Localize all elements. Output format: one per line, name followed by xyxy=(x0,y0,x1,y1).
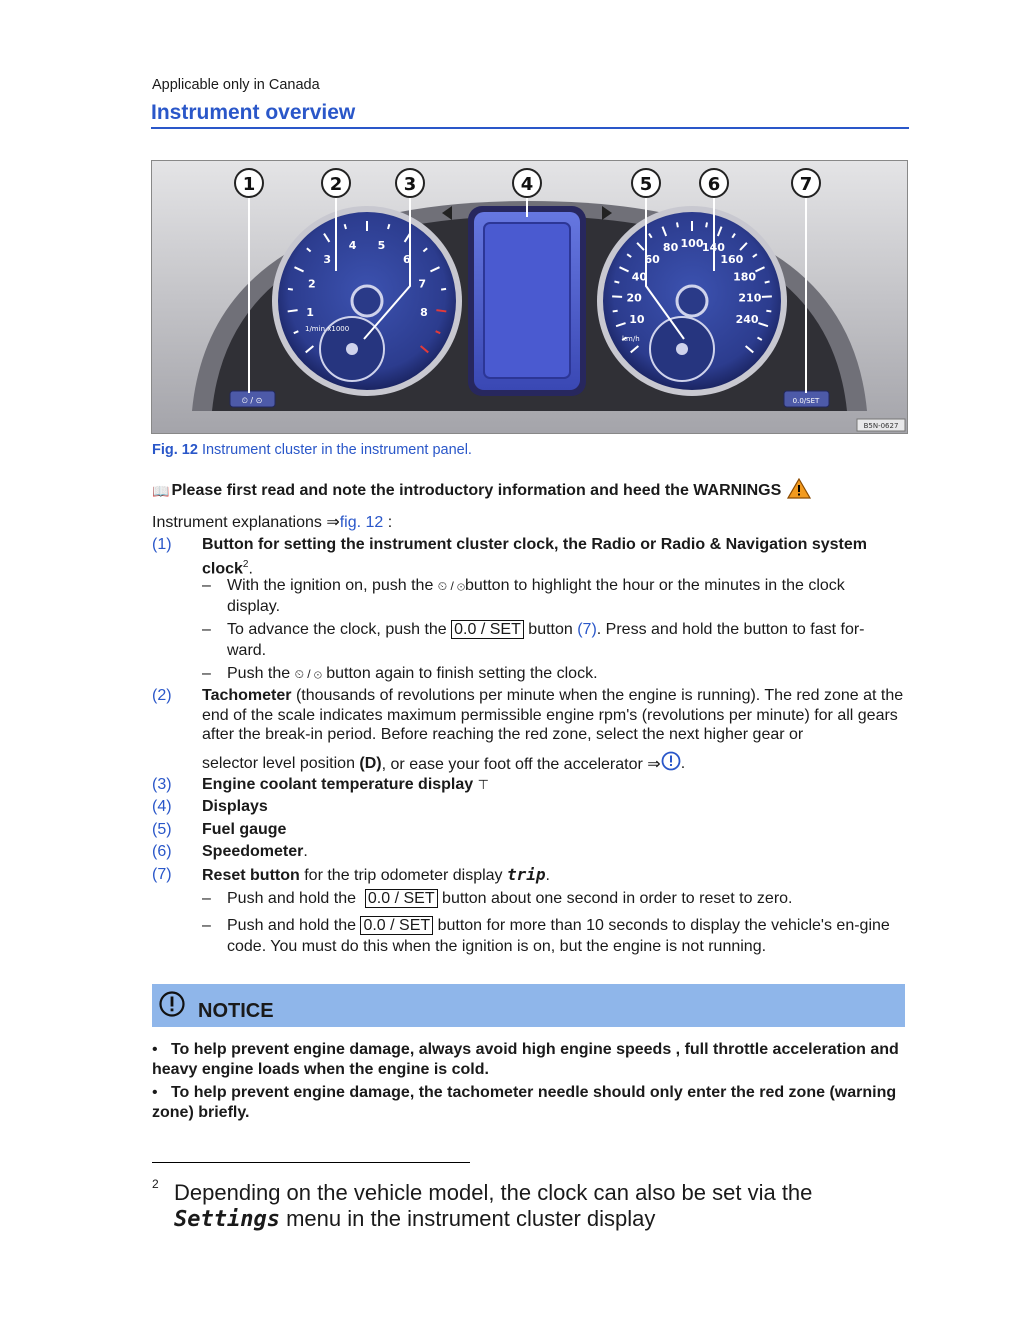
dial-tick xyxy=(441,289,446,290)
dial-label: 80 xyxy=(662,241,679,255)
dial-label: 5 xyxy=(377,238,386,252)
notice-bullet-2: • To help prevent engine damage, the tachometer needle should only enter the red zone (warning zone) briefly. xyxy=(152,1084,897,1121)
callout-number: 4 xyxy=(520,174,534,195)
intro-line: Instrument explanations ⇒fig. 12 : xyxy=(152,514,393,531)
dial-label: 7 xyxy=(418,277,427,291)
dial-tick xyxy=(677,222,678,227)
dial-tick xyxy=(613,311,618,312)
dial-label: 8 xyxy=(420,306,428,320)
title-underline xyxy=(151,127,909,129)
dial-label: 10 xyxy=(629,313,645,327)
page-title: Instrument overview xyxy=(151,101,356,124)
instrument-cluster-figure xyxy=(151,160,908,434)
dial-tick xyxy=(436,310,446,311)
dial-label: 6 xyxy=(402,252,411,266)
clock-button-icon: ⏲ / ⊙ xyxy=(294,667,322,681)
dial-tick xyxy=(388,224,389,229)
read-first-note: 📖 Please first read and note the introductory information and heed the WARNINGS xyxy=(152,478,811,504)
callout-number: 3 xyxy=(403,174,417,195)
reset-button-label: 0.0/SET xyxy=(792,397,820,405)
callout-number: 2 xyxy=(329,174,343,195)
dial-tick xyxy=(762,296,772,297)
callout-number: 5 xyxy=(639,174,653,195)
dial-tick xyxy=(288,289,293,290)
dial-label: 40 xyxy=(631,270,648,284)
dial-label: 60 xyxy=(644,252,660,266)
figure-caption: Fig. 12 Instrument cluster in the instrument panel. xyxy=(152,442,472,458)
dial-tick xyxy=(345,224,346,229)
dial-tick xyxy=(766,311,771,312)
dial-label: 140 xyxy=(701,241,725,255)
dial-label: 160 xyxy=(720,252,744,266)
set-button-ref: 0.0 / SET xyxy=(451,620,524,639)
footnote-separator xyxy=(152,1162,470,1163)
dial-label: 1 xyxy=(306,306,314,320)
dial-label: 240 xyxy=(735,313,759,327)
dial-label: 210 xyxy=(738,291,762,305)
item-2-continuation: selector level position (D) , or ease your foot off the accelerator ⇒ . xyxy=(202,751,685,776)
figure-code: B5N-0627 xyxy=(863,422,899,430)
warning-triangle-icon xyxy=(787,478,811,504)
dial-tick xyxy=(706,222,707,227)
dial-tick xyxy=(614,281,619,282)
set-button-ref: 0.0 / SET xyxy=(365,889,438,908)
notice-circle-icon xyxy=(661,751,681,776)
notice-icon xyxy=(158,990,186,1023)
instrument-cluster-illustration xyxy=(152,161,907,433)
dial-label: 4 xyxy=(348,238,357,252)
dial-label: 20 xyxy=(626,291,642,305)
tach-unit: 1/min x1000 xyxy=(305,325,350,333)
speed-unit: km/h xyxy=(622,335,640,343)
dial-tick xyxy=(765,281,770,282)
fig-link[interactable]: fig. 12 xyxy=(339,514,384,531)
callout-number: 7 xyxy=(799,174,813,195)
footnote-mark: 2 xyxy=(152,1177,159,1191)
dial-label: 100 xyxy=(680,237,704,250)
item-7-link[interactable]: (7) xyxy=(577,621,597,638)
dial-label: 2 xyxy=(307,277,316,291)
applicability-note: Applicable only in Canada xyxy=(152,77,320,93)
footnote-text: Depending on the vehicle model, the clock can also be set via the Settings menu in the instrument cluster display xyxy=(174,1180,813,1232)
dial-tick xyxy=(288,310,298,311)
coolant-temp-icon: ⊤ xyxy=(477,777,489,792)
notice-title: NOTICE xyxy=(198,1000,274,1022)
dial-tick xyxy=(612,296,622,297)
callout-number: 6 xyxy=(707,174,721,195)
clock-button-icon: ⏲ / ⊙ xyxy=(437,579,465,593)
callout-number: 1 xyxy=(242,174,256,195)
set-button-ref: 0.0 / SET xyxy=(360,916,433,935)
dial-label: 3 xyxy=(323,252,332,266)
dial-label: 180 xyxy=(733,270,757,284)
notice-bullet-1: • To help prevent engine damage, always avoid high engine speeds , full throttle acceleration and heavy engine loads when the engine is cold. xyxy=(152,1041,899,1078)
book-icon: 📖 xyxy=(152,482,170,499)
clock-button-label: ⏲ / ⊙ xyxy=(241,396,263,405)
